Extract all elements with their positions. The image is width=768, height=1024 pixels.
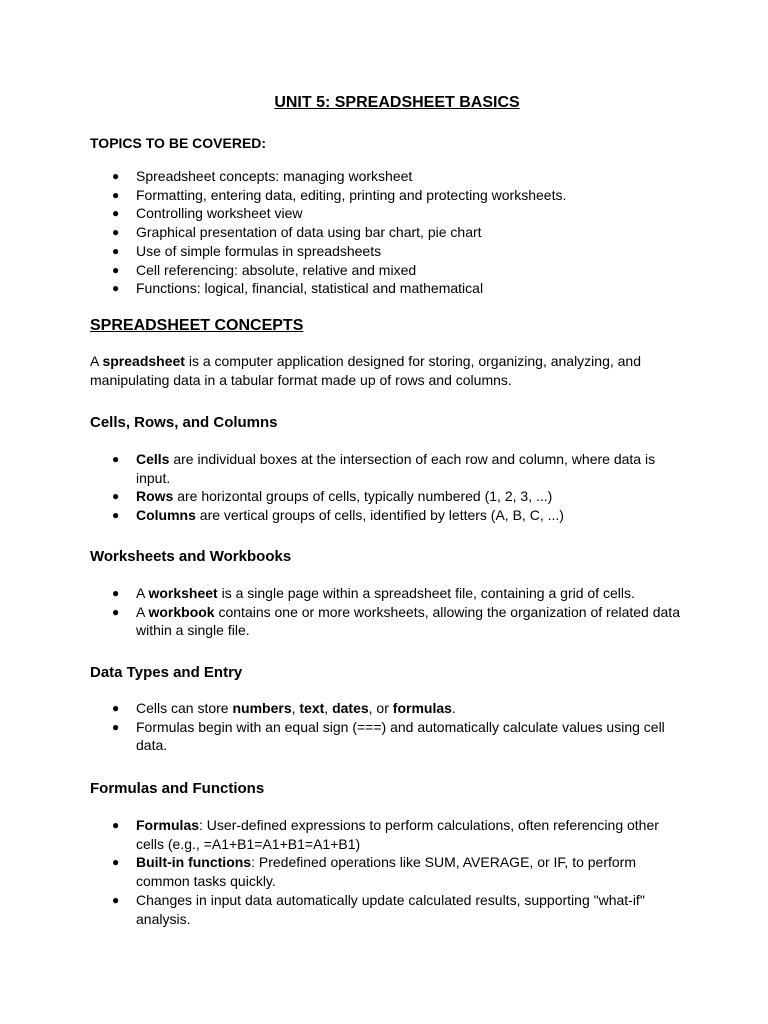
worksheets-list: [90, 584, 690, 640]
bullet-icon: ●: [112, 701, 120, 715]
list-item: ● Cells are individual boxes at the intersection of each row and column, where data is input.: [112, 451, 656, 486]
topics-list: [90, 167, 690, 298]
bullet-icon: ●: [112, 206, 120, 221]
bullet-icon: ●: [112, 892, 120, 907]
bullet-icon: ●: [112, 281, 120, 296]
bullet-icon: ●: [112, 719, 120, 734]
list-item: ● Controlling worksheet view: [112, 205, 303, 222]
bullet-icon: ●: [112, 818, 120, 832]
bullet-icon: ●: [112, 489, 120, 504]
bullet-icon: ●: [112, 452, 120, 466]
datatypes-list: [90, 699, 690, 755]
bullet-icon: ●: [112, 604, 120, 619]
subheading-formulas: Formulas and Functions: [90, 780, 265, 797]
list-item: ● Graphical presentation of data using bar chart, pie chart: [112, 224, 482, 241]
subheading-worksheets: Worksheets and Workbooks: [90, 548, 292, 565]
bullet-icon: ●: [112, 508, 120, 523]
bullet-icon: ●: [112, 169, 120, 183]
bullet-icon: ●: [112, 855, 120, 870]
bullet-icon: ●: [112, 586, 120, 600]
bullet-icon: ●: [112, 262, 120, 277]
list-item: ● Columns are vertical groups of cells, identified by letters (A, B, C, ...): [112, 507, 564, 524]
list-item: ● Formulas begin with an equal sign (===) and automatically calculate values using cell data.: [112, 718, 665, 754]
list-item: ● Changes in input data automatically update calculated results, supporting "what-if" analysis.: [112, 891, 645, 927]
list-item: ● Formulas: User-defined expressions to perform calculations, often referencing other cells (e.g., =A1+B1=A1+B1=A1+B1): [112, 817, 659, 852]
bullet-icon: ●: [112, 187, 120, 202]
list-item: ● Use of simple formulas in spreadsheets: [112, 242, 382, 259]
page-title: UNIT 5: SPREADSHEET BASICS: [274, 94, 520, 111]
list-item: ● Formatting, entering data, editing, printing and protecting worksheets.: [112, 186, 567, 203]
bullet-icon: ●: [112, 243, 120, 258]
list-item: ● Built-in functions: Predefined operations like SUM, AVERAGE, or IF, to perform common tasks quickly.: [112, 854, 636, 890]
cells-list: [90, 450, 690, 525]
list-item: ● Cells can store numbers, text, dates, or formulas.: [112, 700, 456, 716]
topics-heading: TOPICS TO BE COVERED:: [90, 135, 267, 151]
list-item: ● Cell referencing: absolute, relative and mixed: [112, 261, 417, 278]
list-item: ● Rows are horizontal groups of cells, typically numbered (1, 2, 3, ...): [112, 488, 553, 505]
list-item: ● Functions: logical, financial, statistical and mathematical: [112, 280, 484, 297]
formulas-list: [90, 816, 690, 928]
subheading-cells: Cells, Rows, and Columns: [90, 414, 278, 431]
list-item: ● A workbook contains one or more worksheets, allowing the organization of related data within a single file.: [112, 603, 680, 639]
bullet-icon: ●: [112, 225, 120, 240]
subheading-datatypes: Data Types and Entry: [90, 664, 243, 681]
intro-paragraph: A spreadsheet is a computer application designed for storing, organizing, analyzing, and manipulating data in a tabular format made up of rows and columns.: [90, 353, 642, 388]
list-item: ● Spreadsheet concepts: managing worksheet: [112, 168, 413, 184]
list-item: ● A worksheet is a single page within a spreadsheet file, containing a grid of cells.: [112, 585, 635, 601]
section-heading-concepts: SPREADSHEET CONCEPTS: [90, 317, 304, 334]
